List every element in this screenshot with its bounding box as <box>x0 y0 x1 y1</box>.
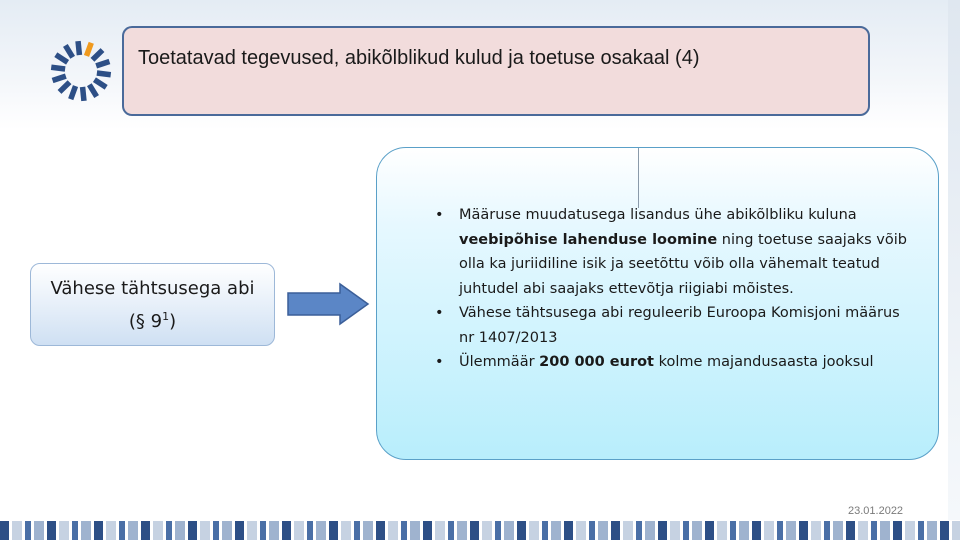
logo-ray <box>65 45 72 57</box>
slide-date: 23.01.2022 <box>848 505 904 517</box>
bullet-list <box>431 203 911 375</box>
logo-ray <box>51 67 65 69</box>
topic-box <box>30 263 275 346</box>
logo-ray <box>83 87 84 101</box>
logo-ray <box>89 85 96 97</box>
logo-ray <box>96 61 109 65</box>
logo-ray <box>94 80 106 88</box>
right-arrow-icon <box>286 282 370 326</box>
title-box <box>122 26 870 116</box>
footer-pattern-bar <box>0 521 960 540</box>
logo-ray <box>71 86 76 99</box>
vertical-divider <box>638 148 639 208</box>
bullet-item: • Vähese tähtsusega abi reguleerib Euroopa Komisjoni määrus nr 1407/2013 <box>435 305 900 346</box>
topic-line-2: (§ $9^1$) <box>128 310 177 332</box>
logo-ray <box>92 50 102 60</box>
bullet-item: • Määruse muudatusega lisandus ühe abikõlbliku kuluna veebipõhise lahenduse loomine ning toetuse saajaks võib olla ka juriidiline isik ja seetõttu võib olla vähemalt teatud juhtudel abi saajaks ettevõtja riigiabi mõistes. <box>435 207 907 297</box>
slide-title: Toetatavad tegevused, abikõlblikud kulud ja toetuse osakaal (4) <box>138 47 700 69</box>
logo-ray <box>97 73 111 75</box>
logo-ray <box>56 55 68 63</box>
logo-ray <box>78 41 79 55</box>
logo-ray <box>53 76 66 80</box>
right-edge-strip <box>948 0 960 520</box>
sunburst-logo-icon <box>46 36 116 106</box>
logo-ray <box>60 82 70 92</box>
bullet-item: • Ülemmäär 200 000 eurot kolme majandusaasta jooksul <box>435 354 874 370</box>
content-box <box>376 147 939 460</box>
logo-ray <box>86 43 91 56</box>
topic-line-1: Vähese tähtsusega abi <box>50 278 255 299</box>
